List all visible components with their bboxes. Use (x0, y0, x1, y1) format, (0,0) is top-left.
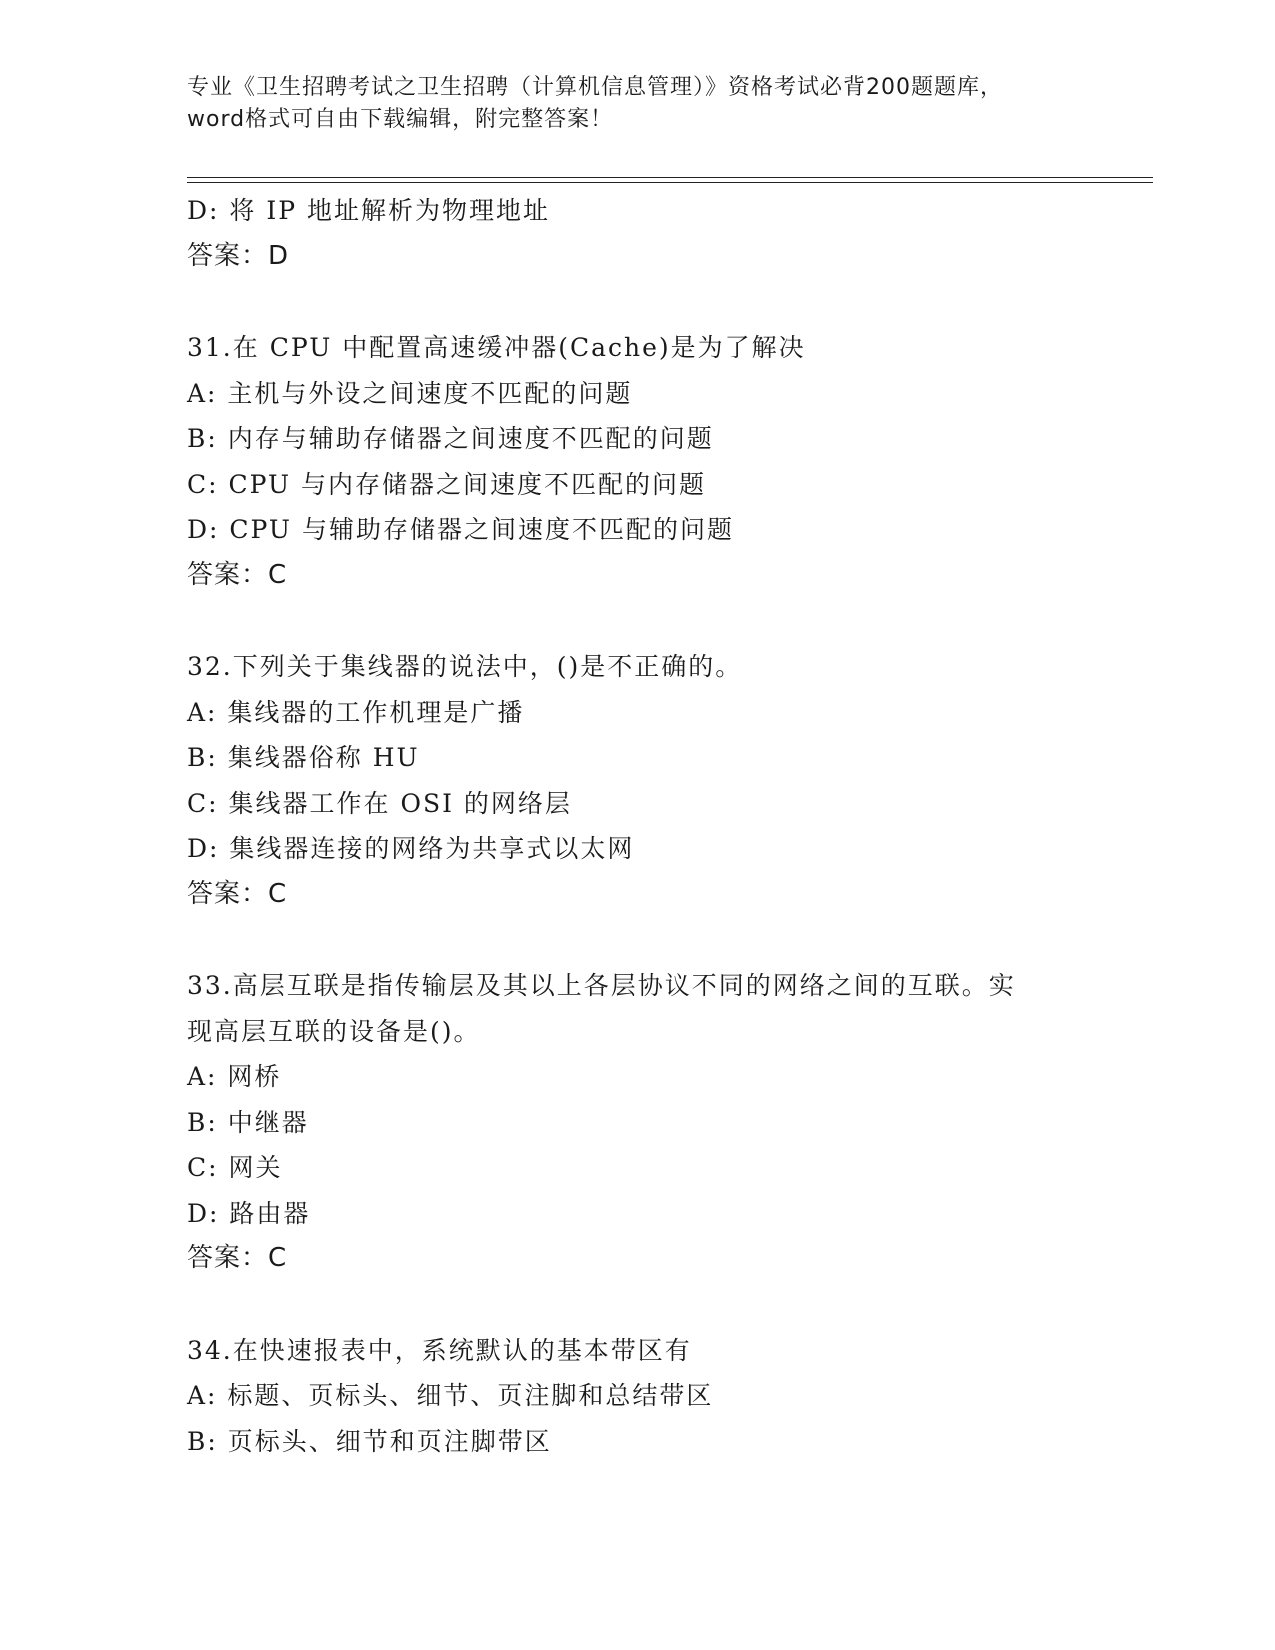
option-b: B: 内存与辅助存储器之间速度不匹配的问题 (187, 424, 714, 453)
header-divider-bottom (187, 182, 1153, 183)
option-d: D: CPU 与辅助存储器之间速度不匹配的问题 (187, 515, 734, 544)
question-content (187, 188, 1087, 1464)
option-b: B: 中继器 (187, 1107, 309, 1137)
question-stem: 31.在 CPU 中配置高速缓冲器(Cache)是为了解决 (187, 333, 806, 362)
question-stem: 33.高层互联是指传输层及其以上各层协议不同的网络之间的互联。实 (187, 971, 1016, 1000)
question-stem: 32.下列关于集线器的说法中，()是不正确的。 (187, 652, 743, 681)
spacer (187, 598, 1087, 644)
answer-line: 答案：D (187, 240, 290, 271)
option-a: A: 集线器的工作机理是广播 (187, 697, 525, 727)
option-c: C: 网关 (187, 1153, 283, 1182)
option-d: D: 集线器连接的网络为共享式以太网 (187, 834, 635, 863)
question-stem-continued: 现高层互联的设备是()。 (187, 1016, 481, 1046)
header-divider-top (187, 177, 1153, 178)
answer-line: 答案：C (187, 878, 288, 909)
option-b: B: 集线器俗称 HU (187, 743, 420, 772)
option-a: A: 主机与外设之间速度不匹配的问题 (187, 378, 633, 408)
answer-line: 答案：C (187, 559, 288, 590)
document-header (187, 72, 1087, 136)
spacer (187, 917, 1087, 963)
option-b: B: 页标头、细节和页注脚带区 (187, 1426, 552, 1456)
option-d: D: 路由器 (187, 1198, 311, 1228)
question-stem: 34.在快速报表中，系统默认的基本带区有 (187, 1335, 692, 1365)
answer-line: 答案：C (187, 1243, 288, 1273)
spacer (187, 279, 1087, 325)
option-a: A: 标题、页标头、细节、页注脚和总结带区 (187, 1381, 714, 1410)
option-a: A: 网桥 (187, 1062, 282, 1091)
option-c: C: 集线器工作在 OSI 的网络层 (187, 788, 572, 818)
spacer (187, 1282, 1087, 1328)
header-line-1: 专业《卫生招聘考试之卫生招聘（计算机信息管理）》资格考试必背200题题库， (187, 75, 1003, 100)
option-c: C: CPU 与内存储器之间速度不匹配的问题 (187, 469, 707, 499)
header-line-2: word格式可自由下载编辑，附完整答案！ (187, 107, 614, 132)
option-d: D: 将 IP 地址解析为物理地址 (187, 196, 551, 225)
